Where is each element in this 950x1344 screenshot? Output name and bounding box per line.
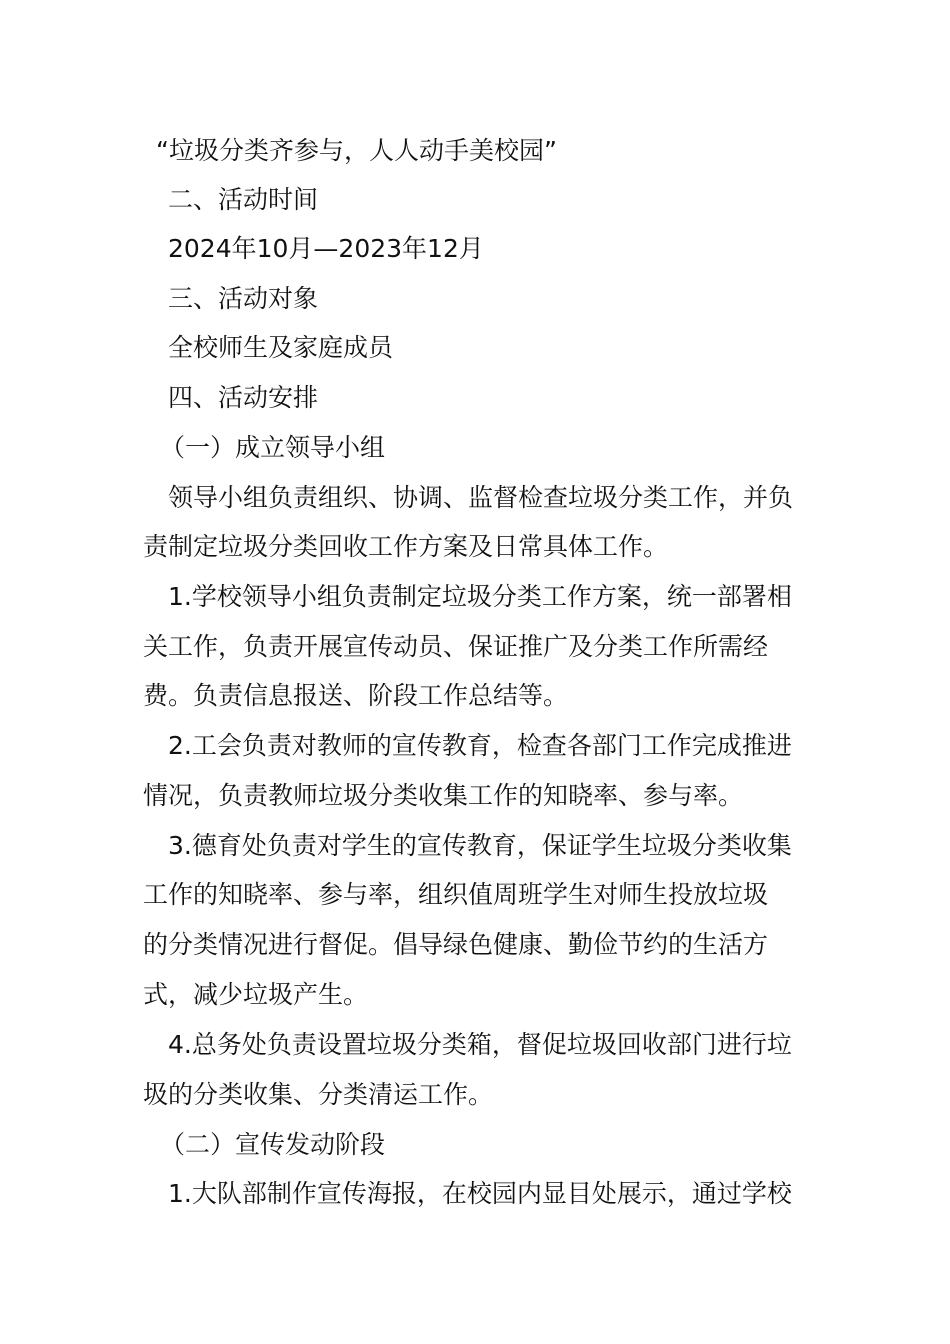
activity-target: 全校师生及家庭成员	[168, 333, 394, 362]
paragraph-line: 费。负责信息报送、阶段工作总结等。	[143, 681, 569, 710]
section-heading-time: 二、活动时间	[168, 185, 319, 214]
paragraph-line: 工作的知晓率、参与率，组织值周班学生对师生投放垃圾	[143, 880, 769, 909]
subsection-heading-publicity: （二）宣传发动阶段	[160, 1130, 386, 1159]
slogan-line: “垃圾分类齐参与，人人动手美校园”	[156, 136, 557, 165]
paragraph-line: 责制定垃圾分类回收工作方案及日常具体工作。	[143, 532, 669, 561]
paragraph-line: 领导小组负责组织、协调、监督检查垃圾分类工作，并负	[168, 483, 794, 512]
paragraph-line: 关工作，负责开展宣传动员、保证推广及分类工作所需经	[143, 632, 769, 661]
list-item-line: 4.总务处负责设置垃圾分类箱，督促垃圾回收部门进行垃	[168, 1030, 792, 1059]
section-heading-arrangement: 四、活动安排	[168, 383, 319, 412]
list-item-line: 1.大队部制作宣传海报，在校园内显目处展示，通过学校	[168, 1179, 792, 1208]
paragraph-line: 圾的分类收集、分类清运工作。	[143, 1080, 494, 1109]
activity-period: 2024年10月—2023年12月	[168, 234, 484, 263]
section-heading-target: 三、活动对象	[168, 284, 319, 313]
paragraph-line: 的分类情况进行督促。倡导绿色健康、勤俭节约的生活方	[143, 930, 769, 959]
list-item-line: 3.德育处负责对学生的宣传教育，保证学生垃圾分类收集	[168, 831, 792, 860]
list-item-line: 1.学校领导小组负责制定垃圾分类工作方案，统一部署相	[168, 582, 792, 611]
list-item-line: 2.工会负责对教师的宣传教育，检查各部门工作完成推进	[168, 731, 792, 760]
paragraph-line: 情况，负责教师垃圾分类收集工作的知晓率、参与率。	[143, 781, 744, 810]
subsection-heading-leadership: （一）成立领导小组	[160, 433, 386, 462]
paragraph-line: 式，减少垃圾产生。	[143, 980, 369, 1009]
